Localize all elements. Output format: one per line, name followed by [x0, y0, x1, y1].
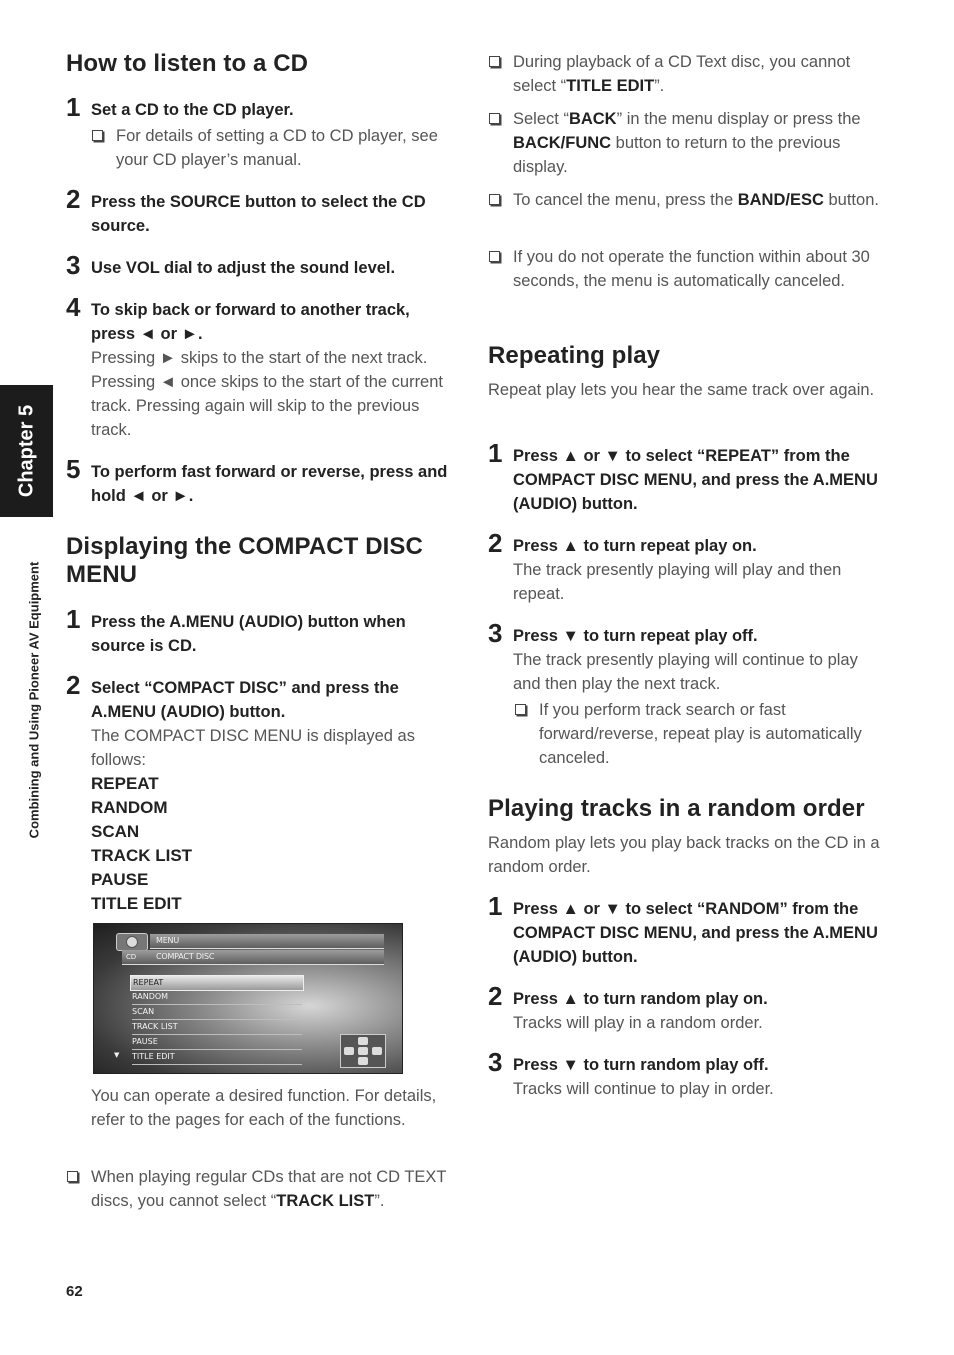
screen-item-repeat: REPEAT — [130, 975, 304, 991]
note-text: button to return to the previous display. — [513, 134, 841, 176]
random-step-3 — [488, 1047, 882, 1101]
step-head: Select “COMPACT DISC” and press the A.MENU (AUDIO) button. — [91, 679, 399, 721]
note-text: When playing regular CDs that are not CD TEXT discs, you cannot select “ — [91, 1168, 447, 1210]
listen-step-4 — [66, 292, 458, 442]
step-head: Press ▲ to turn repeat play on. — [513, 537, 757, 555]
note-cancel — [488, 188, 882, 212]
note-text: For details of setting a CD to CD player, see your CD player’s manual. — [116, 127, 438, 169]
note-text: Select “ — [513, 110, 569, 128]
menu-list-item: TITLE EDIT — [91, 894, 182, 913]
menu-note — [66, 1165, 458, 1213]
listen-step-2 — [66, 184, 458, 238]
step-head: Press ▼ to turn random play off. — [513, 1056, 769, 1074]
step-head: Press ▲ or ▼ to select “REPEAT” from the COMPACT DISC MENU, and press the A.MENU (AUDIO) button. — [513, 447, 878, 513]
screen-menu-bar — [150, 934, 384, 949]
note-text: ” in the menu display or press the — [616, 110, 861, 128]
joystick-pad-icon — [340, 1034, 386, 1068]
repeat-step-2 — [488, 528, 882, 606]
menu-step-2 — [66, 670, 458, 916]
menu-after-text: You can operate a desired function. For details, refer to the pages for each of the functions. — [91, 1087, 437, 1129]
step-number: 3 — [488, 1047, 503, 1077]
note-bold: BAND/ESC — [737, 191, 824, 209]
step-desc: The COMPACT DISC MENU is displayed as follows: — [91, 727, 415, 769]
step-number: 2 — [66, 184, 81, 214]
step-head: Press ▲ or ▼ to select “RANDOM” from the COMPACT DISC MENU, and press the A.MENU (AUDIO) button. — [513, 900, 878, 966]
step-number: 3 — [66, 250, 81, 280]
step-number: 2 — [488, 981, 503, 1011]
step-head: To perform fast forward or reverse, press and hold ◄ or ►. — [91, 463, 448, 505]
random-intro: Random play lets you play back tracks on the CD in a random order. — [488, 834, 880, 876]
note-text: If you do not operate the function within about 30 seconds, the menu is automatically canceled. — [513, 248, 870, 290]
checkbox-bullet-icon — [92, 130, 103, 141]
repeat-intro: Repeat play lets you hear the same track over again. — [488, 381, 875, 399]
screen-source-label: CD — [126, 953, 136, 961]
note-bold: TITLE EDIT — [566, 77, 655, 95]
note-text: button. — [823, 191, 879, 209]
step-desc: Tracks will continue to play in order. — [513, 1080, 774, 1098]
step-desc: The track presently playing will play and then repeat. — [513, 561, 842, 603]
checkbox-bullet-icon — [67, 1171, 78, 1182]
scroll-down-icon: ▼ — [114, 1051, 120, 1059]
step-number: 1 — [488, 438, 503, 468]
step-number: 2 — [488, 528, 503, 558]
screen-item-title-edit: TITLE EDIT — [132, 1050, 302, 1065]
menu-list-item: PAUSE — [91, 870, 149, 889]
note-text: ”. — [374, 1192, 385, 1210]
note-bold: TRACK LIST — [276, 1192, 375, 1210]
cd-menu-screen-image — [93, 923, 403, 1074]
listen-step-5 — [66, 454, 458, 508]
note-text: If you perform track search or fast forward/reverse, repeat play is automatically canceled. — [539, 701, 862, 767]
section-title-menu: Displaying the COMPACT DISC MENU — [66, 533, 423, 588]
listen-step-3 — [66, 250, 458, 280]
checkbox-bullet-icon — [515, 704, 526, 715]
screen-title-label: COMPACT DISC — [156, 952, 215, 961]
menu-list-item: REPEAT — [91, 774, 159, 793]
section-title-listen: How to listen to a CD — [66, 50, 309, 77]
step-desc: The track presently playing will continue to play and then play the next track. — [513, 651, 858, 693]
listen-step-1-note — [66, 124, 458, 172]
step-number: 4 — [66, 292, 81, 322]
screen-item-track-list: TRACK LIST — [132, 1020, 302, 1035]
note-back — [488, 107, 882, 179]
note-title-edit — [488, 50, 882, 98]
listen-step-1 — [66, 92, 458, 122]
cd-disc-icon — [116, 933, 148, 951]
repeat-step-3 — [488, 618, 882, 696]
step-head: Press the SOURCE button to select the CD source. — [91, 193, 426, 235]
repeat-step-3-note — [488, 698, 882, 770]
note-bold: BACK/FUNC — [513, 134, 612, 152]
screen-item-random: RANDOM — [132, 990, 302, 1005]
note-text: During playback of a CD Text disc, you cannot select “ — [513, 53, 851, 95]
step-number: 2 — [66, 670, 81, 700]
repeat-step-1 — [488, 438, 882, 516]
random-step-1 — [488, 891, 882, 969]
note-timeout — [488, 245, 882, 293]
step-number: 1 — [66, 92, 81, 122]
menu-items-list — [91, 772, 458, 916]
step-head: Set a CD to the CD player. — [91, 101, 294, 119]
chapter-tab — [0, 385, 53, 517]
section-title-random: Playing tracks in a random order — [488, 795, 865, 822]
step-number: 1 — [66, 604, 81, 634]
random-step-2 — [488, 981, 882, 1035]
screen-item-scan: SCAN — [132, 1005, 302, 1020]
step-head: To skip back or forward to another track, press ◄ or ►. — [91, 301, 410, 343]
step-head: Press ▲ to turn random play on. — [513, 990, 768, 1008]
note-bold: BACK — [568, 110, 617, 128]
checkbox-bullet-icon — [489, 194, 500, 205]
chapter-label: Chapter 5 — [15, 404, 37, 498]
step-head: Press the A.MENU (AUDIO) button when source is CD. — [91, 613, 406, 655]
screen-item-pause: PAUSE — [132, 1035, 302, 1050]
checkbox-bullet-icon — [489, 56, 500, 67]
menu-list-item: RANDOM — [91, 798, 168, 817]
note-text: To cancel the menu, press the — [513, 191, 738, 209]
step-number: 1 — [488, 891, 503, 921]
step-head: Use VOL dial to adjust the sound level. — [91, 259, 396, 277]
note-text: ”. — [654, 77, 665, 95]
step-number: 3 — [488, 618, 503, 648]
menu-list-item: SCAN — [91, 822, 140, 841]
checkbox-bullet-icon — [489, 113, 500, 124]
step-head: Press ▼ to turn repeat play off. — [513, 627, 758, 645]
step-desc: Tracks will play in a random order. — [513, 1014, 763, 1032]
menu-list-item: TRACK LIST — [91, 846, 193, 865]
section-label: Combining and Using Pioneer AV Equipment — [26, 561, 42, 839]
step-desc: Pressing ► skips to the start of the next track. Pressing ◄ once skips to the start of the current track. Pressing again will skip to the previous track. — [91, 349, 443, 439]
screen-menu-label: MENU — [156, 936, 179, 945]
menu-step-1 — [66, 604, 458, 658]
page-number: 62 — [66, 1283, 83, 1300]
checkbox-bullet-icon — [489, 251, 500, 262]
step-number: 5 — [66, 454, 81, 484]
section-title-repeat: Repeating play — [488, 342, 661, 369]
